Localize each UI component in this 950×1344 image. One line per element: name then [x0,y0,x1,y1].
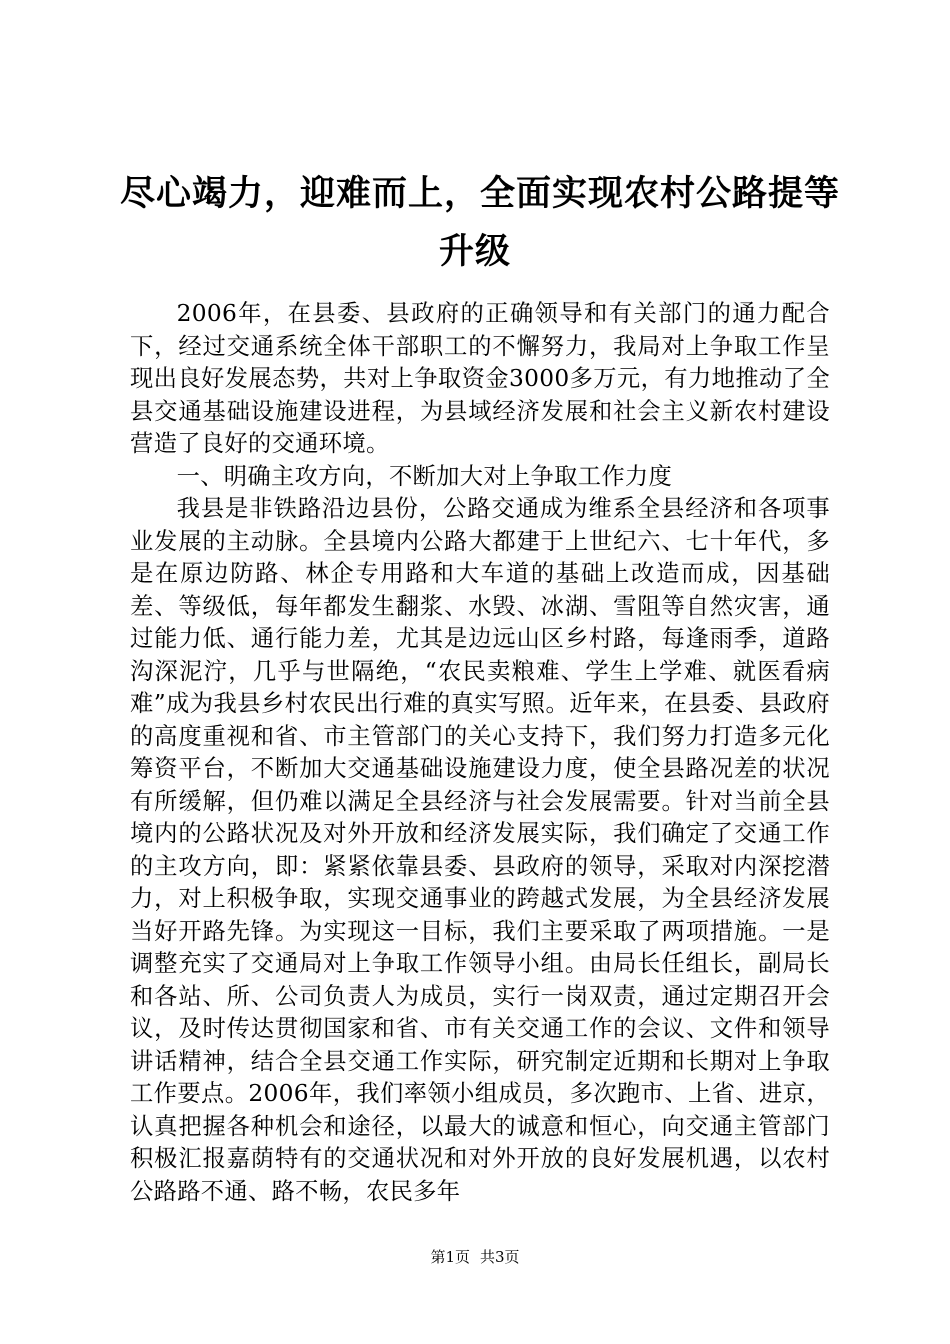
document-title-line-2: 升级 [438,232,511,272]
page-total: 共3页 [480,1248,520,1266]
intro-paragraph: 2006年，在县委、县政府的正确领导和有关部门的通力配合下，经过交通系统全体干部职工的不懈努力，我局对上争取工作呈现出良好发展态势，共对上争取资金3000多万元，有力地推动了全县交通基础设施建设进程，为县域经济发展和社会主义新农村建设营造了良好的交通环境。 [130,300,830,457]
page-number: 第1页 [430,1248,470,1266]
page-footer [0,1246,950,1267]
document-body [130,298,830,1208]
document-title-line-1: 尽心竭力，迎难而上，全面实现农村公路提等 [120,174,841,214]
body-paragraph: 我县是非铁路沿边县份，公路交通成为维系全县经济和各项事业发展的主动脉。全县境内公路大都建于上世纪六、七十年代，多是在原边防路、林企专用路和大车道的基础上改造而成，因基础差、等级低，每年都发生翻浆、水毁、冰湖、雪阻等自然灾害，通过能力低、通行能力差，尤其是边远山区乡村路，每逢雨季，道路沟深泥泞，几乎与世隔绝，“农民卖粮难、学生上学难、就医看病难”成为我县乡村农民出行难的真实写照。近年来，在县委、县政府的高度重视和省、市主管部门的关心支持下，我们努力打造多元化筹资平台，不断加大交通基础设施建设力度，使全县路况差的状况有所缓解，但仍难以满足全县经济与社会发展需要。针对当前全县境内的公路状况及对外开放和经济发展实际，我们确定了交通工作的主攻方向，即：紧紧依靠县委、县政府的领导，采取对内深挖潜力，对上积极争取，实现交通事业的跨越式发展，为全县经济发展当好开路先锋。为实现这一目标，我们主要采取了两项措施。一是调整充实了交通局对上争取工作领导小组。由局长任组长，副局长和各站、所、公司负责人为成员，实行一岗双责，通过定期召开会议，及时传达贯彻国家和省、市有关交通工作的会议、文件和领导讲话精神，结合全县交通工作实际，研究制定近期和长期对上争取工作要点。2006年，我们率领小组成员，多次跑市、上省、进京，认真把握各种机会和途径，以最大的诚意和恒心，向交通主管部门积极汇报嘉荫特有的交通状况和对外开放的良好发展机遇，以农村公路路不通、路不畅，农民多年 [130,495,830,1205]
section-heading: 一、明确主攻方向，不断加大对上争取工作力度 [176,462,673,490]
